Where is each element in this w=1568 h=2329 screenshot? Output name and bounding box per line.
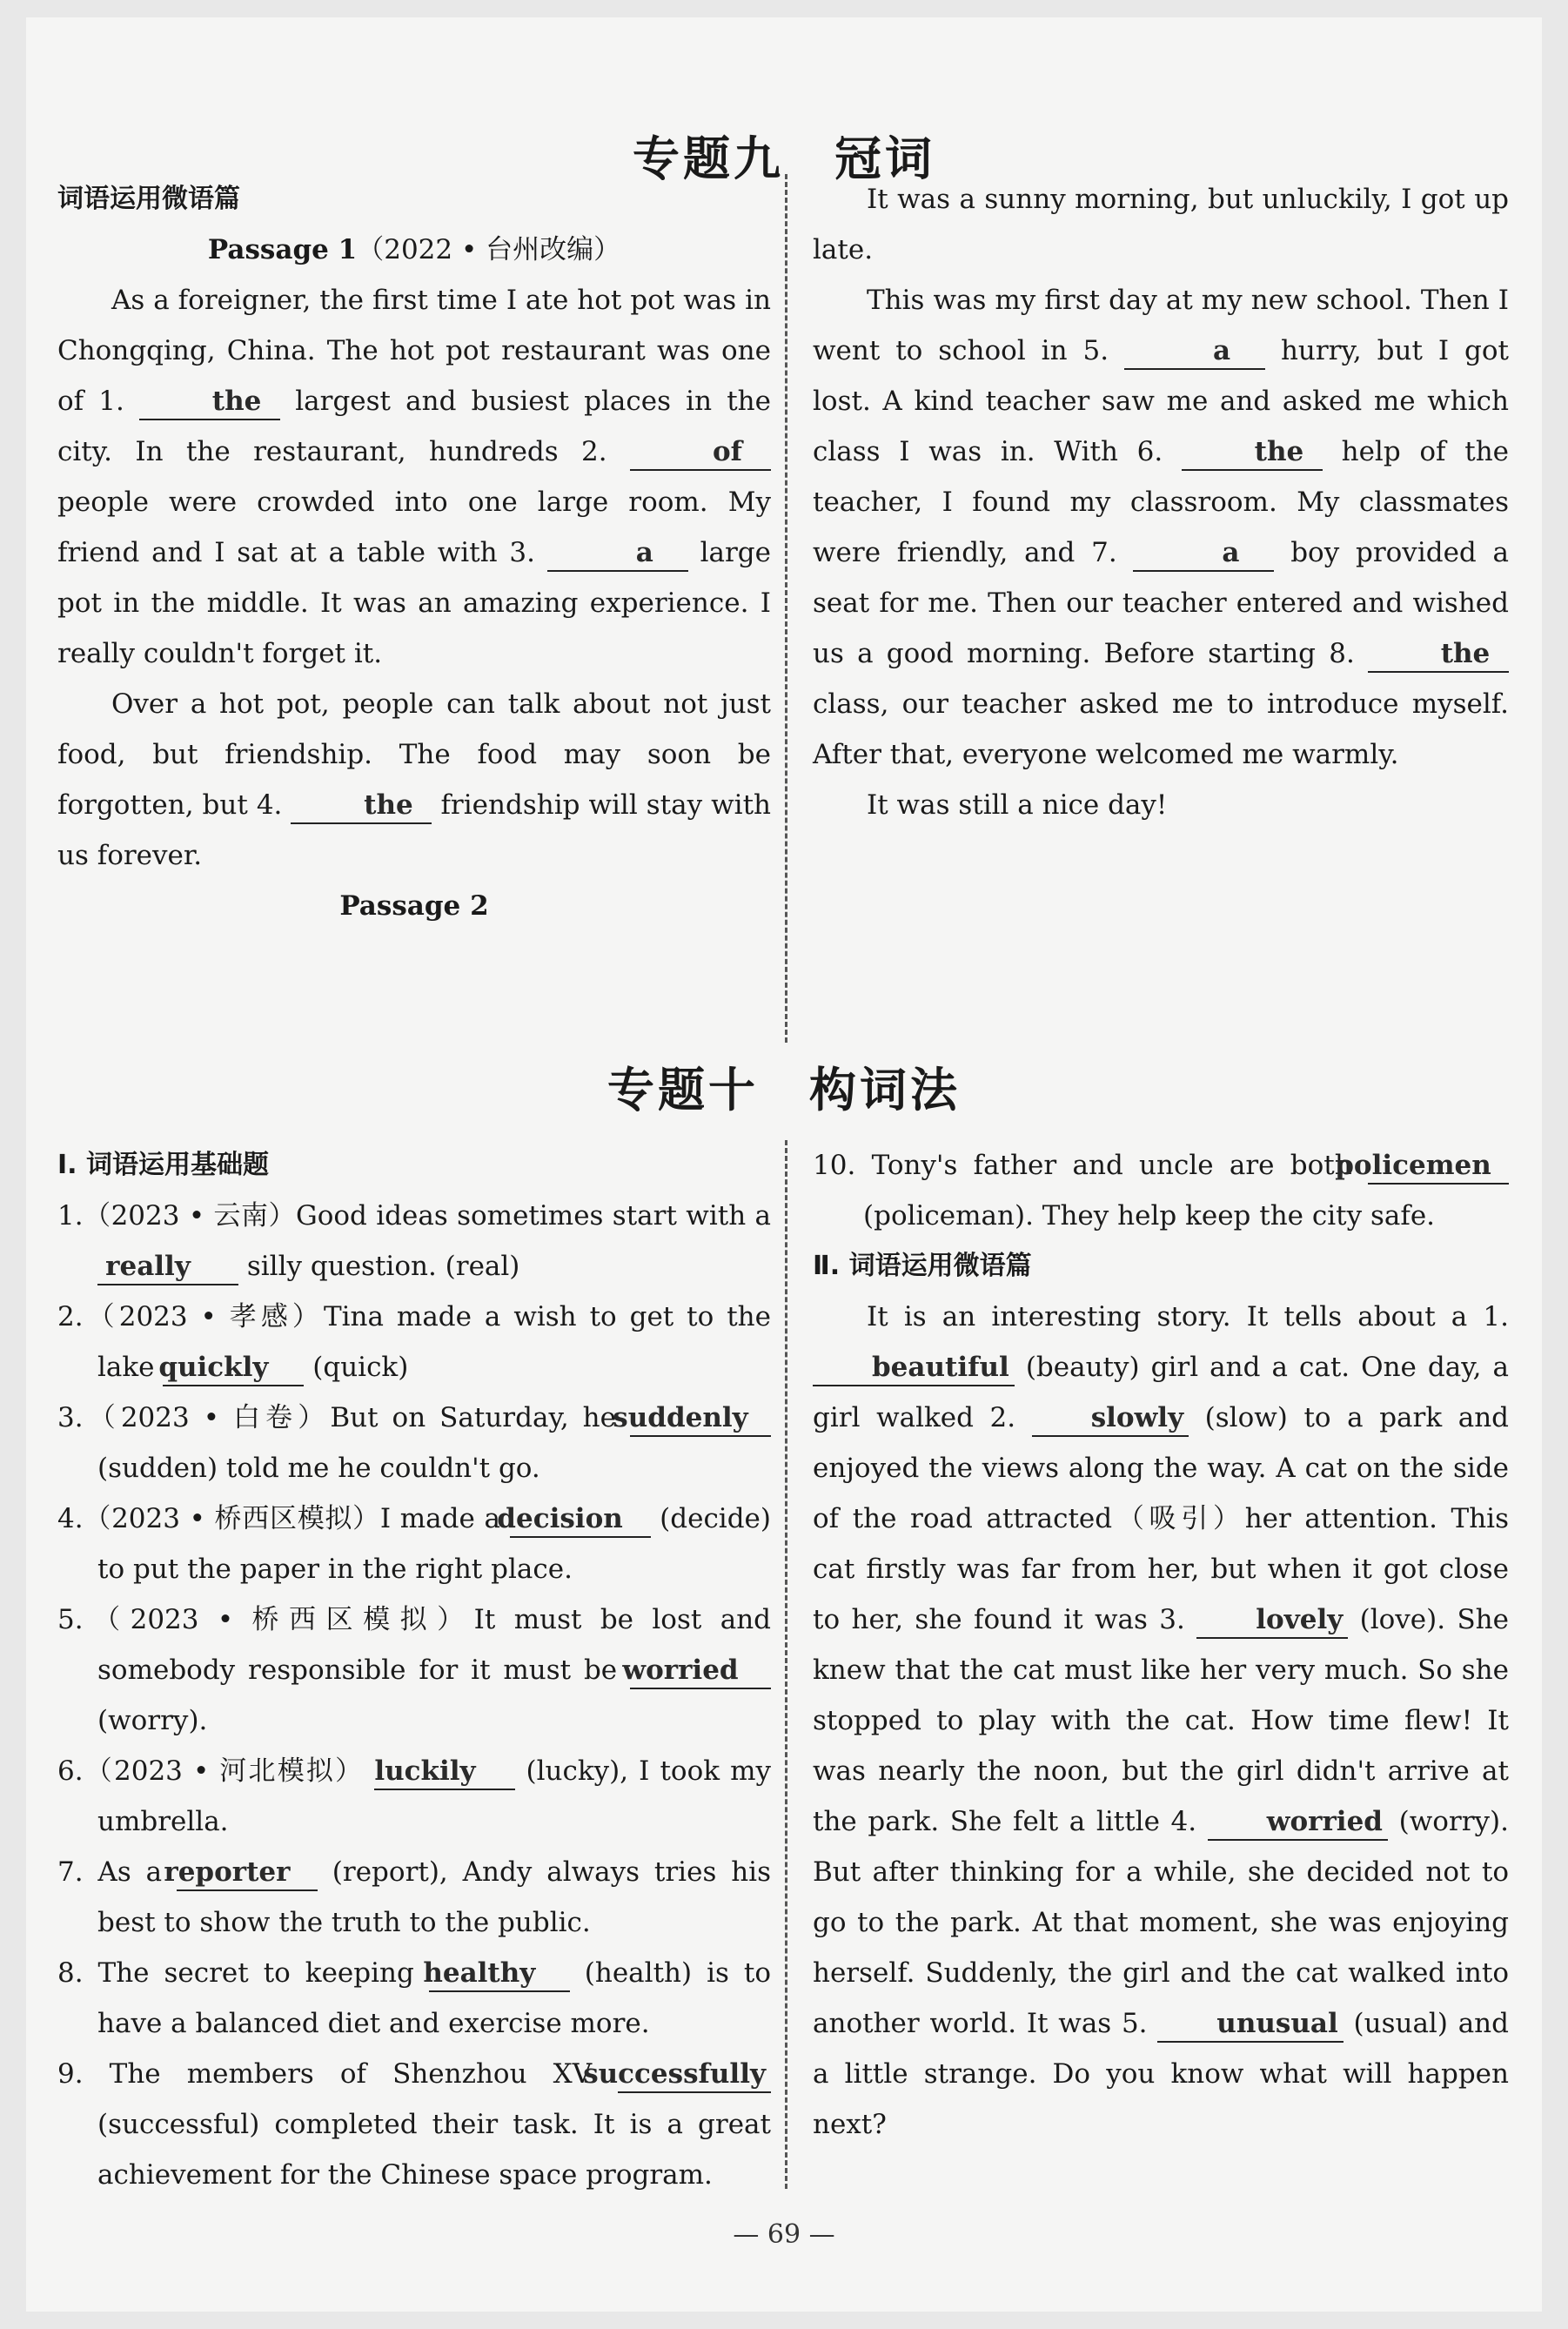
topic9-right-column <box>813 174 1509 830</box>
answer-blank-5: a <box>1124 333 1265 370</box>
question-3: 3.（2023 • 白卷）But on Saturday, he suddenly (sudden) told me he couldn't go. <box>57 1393 771 1493</box>
answer-q6: luckily <box>374 1754 515 1790</box>
passage2-paragraph-2: This was my first day at my new school. Then I went to school in 5. a hurry, but I got lost. A kind teacher saw me and asked me which class I was in. With 6. the help of the teacher, I found my classroom. My classmates were friendly, and 7. a boy provided a seat for me. Then our teacher entered and wished us a good morning. Before starting 8. the class, our teacher asked me to introduce myself. After that, everyone welcomed me warmly. <box>813 285 1510 770</box>
answer-q2: quickly <box>163 1350 304 1386</box>
passage1-source: （2022 • 台州改编） <box>357 234 621 265</box>
question-5: 5.（2023 • 桥西区模拟）It must be lost and somebody responsible for it must be worried (worry). <box>57 1604 771 1736</box>
answer-blank-7: a <box>1133 535 1274 572</box>
column-divider-top <box>785 174 787 1043</box>
question-4: 4.（2023 • 桥西区模拟）I made a decision (decide) to put the paper in the right place. <box>57 1503 772 1585</box>
answer-q10: policemen <box>1368 1148 1509 1185</box>
passage1-title: Passage 1（2022 • 台州改编） <box>207 234 621 265</box>
story-answer-1: beautiful <box>813 1350 1015 1386</box>
topic10-section-1-heading: Ⅰ. 词语运用基础题 <box>57 1150 270 1180</box>
answer-blank-3: a <box>547 535 688 572</box>
topic9-title: 专题九 冠词 <box>633 131 935 186</box>
question-2: 2.（2023 • 孝感）Tina made a wish to get to the lake quickly (quick) <box>57 1292 771 1393</box>
passage2-paragraph-3: It was still a nice day! <box>867 789 1168 821</box>
topic10-title: 专题十 构词法 <box>607 1063 961 1118</box>
passage1-paragraph-1: As a foreigner, the first time I ate hot pot was in Chongqing, China. The hot pot restaurant was one of 1. the largest and busiest places in the city. In the restaurant, hundreds 2. of people were crowded into one large room. My friend and I sat at a table with 3. a large pot in the middle. It was an amazing experience. I really couldn't forget it. <box>57 285 771 669</box>
passage2-title: Passage 2 <box>339 890 489 922</box>
story-paragraph: It is an interesting story. It tells about a 1. beautiful (beauty) girl and a cat. One day, a girl walked 2. slowly (slow) to a park and enjoyed the views along the way. A cat on the side of the road attracted（吸引）her attention. This cat firstly was far from her, but when it got close to her, she found it was 3. lovely (love). She knew that the cat must like her very much. So she stopped to play with the cat. How time flew! It was nearly the noon, but the girl didn't arrive at the park. She felt a little 4. worried (worry). But after thinking for a while, she decided not to go to the park. At that moment, she was enjoying herself. Suddenly, the girl and the cat walked into another world. It was 5. unusual (usual) and a little strange. Do you know what will happen next? <box>813 1301 1510 2140</box>
passage2-paragraph-1: It was a sunny morning, but unluckily, I got up late. <box>813 184 1509 265</box>
question-9: 9. The members of Shenzhou XV successfully (successful) completed their task. It is a great achievement for the Chinese space program. <box>57 2058 771 2191</box>
question-7: 7. As a reporter (report), Andy always tries his best to show the truth to the public. <box>57 1856 771 1938</box>
passage1-paragraph-2: Over a hot pot, people can talk about not just food, but friendship. The food may soon be forgotten, but 4. the friendship will stay with us forever. <box>57 688 771 871</box>
answer-blank-1: the <box>139 384 280 420</box>
answer-q4: decision <box>510 1501 651 1538</box>
topic10-section-2-heading: Ⅱ. 词语运用微语篇 <box>813 1251 1032 1281</box>
answer-q3: suddenly <box>630 1400 771 1437</box>
story-answer-5: unusual <box>1157 2006 1343 2043</box>
answer-q8: healthy <box>429 1956 570 1992</box>
answer-blank-2: of <box>630 434 771 471</box>
answer-blank-6: the <box>1182 434 1323 471</box>
answer-q1: really <box>97 1249 238 1285</box>
topic9-section-heading: 词语运用微语篇 <box>57 184 240 214</box>
answer-blank-8: the <box>1368 636 1509 673</box>
answer-blank-4: the <box>291 788 432 824</box>
story-answer-4: worried <box>1208 1804 1388 1841</box>
topic10-right-column <box>813 1140 1509 2150</box>
question-1: 1.（2023 • 云南）Good ideas sometimes start with a really silly question. (real) <box>57 1191 771 1292</box>
topic10-left-column <box>57 1140 771 2200</box>
answer-q9: successfully <box>618 2057 771 2093</box>
answer-q5: worried <box>630 1653 771 1689</box>
column-divider-bottom <box>785 1140 787 2189</box>
page-number: — 69 — <box>733 2219 835 2250</box>
story-answer-3: lovely <box>1196 1602 1348 1639</box>
story-answer-2: slowly <box>1032 1400 1189 1437</box>
question-10: 10. Tony's father and uncle are both policemen (policeman). They help keep the city safe. <box>813 1140 1509 1241</box>
topic9-left-column <box>57 174 771 931</box>
question-6: 6.（2023 • 河北模拟） luckily (lucky), I took my umbrella. <box>57 1755 772 1837</box>
answer-q7: reporter <box>177 1855 318 1891</box>
page <box>26 17 1542 2312</box>
question-8: 8. The secret to keeping healthy (health) is to have a balanced diet and exercise more. <box>57 1957 771 2039</box>
